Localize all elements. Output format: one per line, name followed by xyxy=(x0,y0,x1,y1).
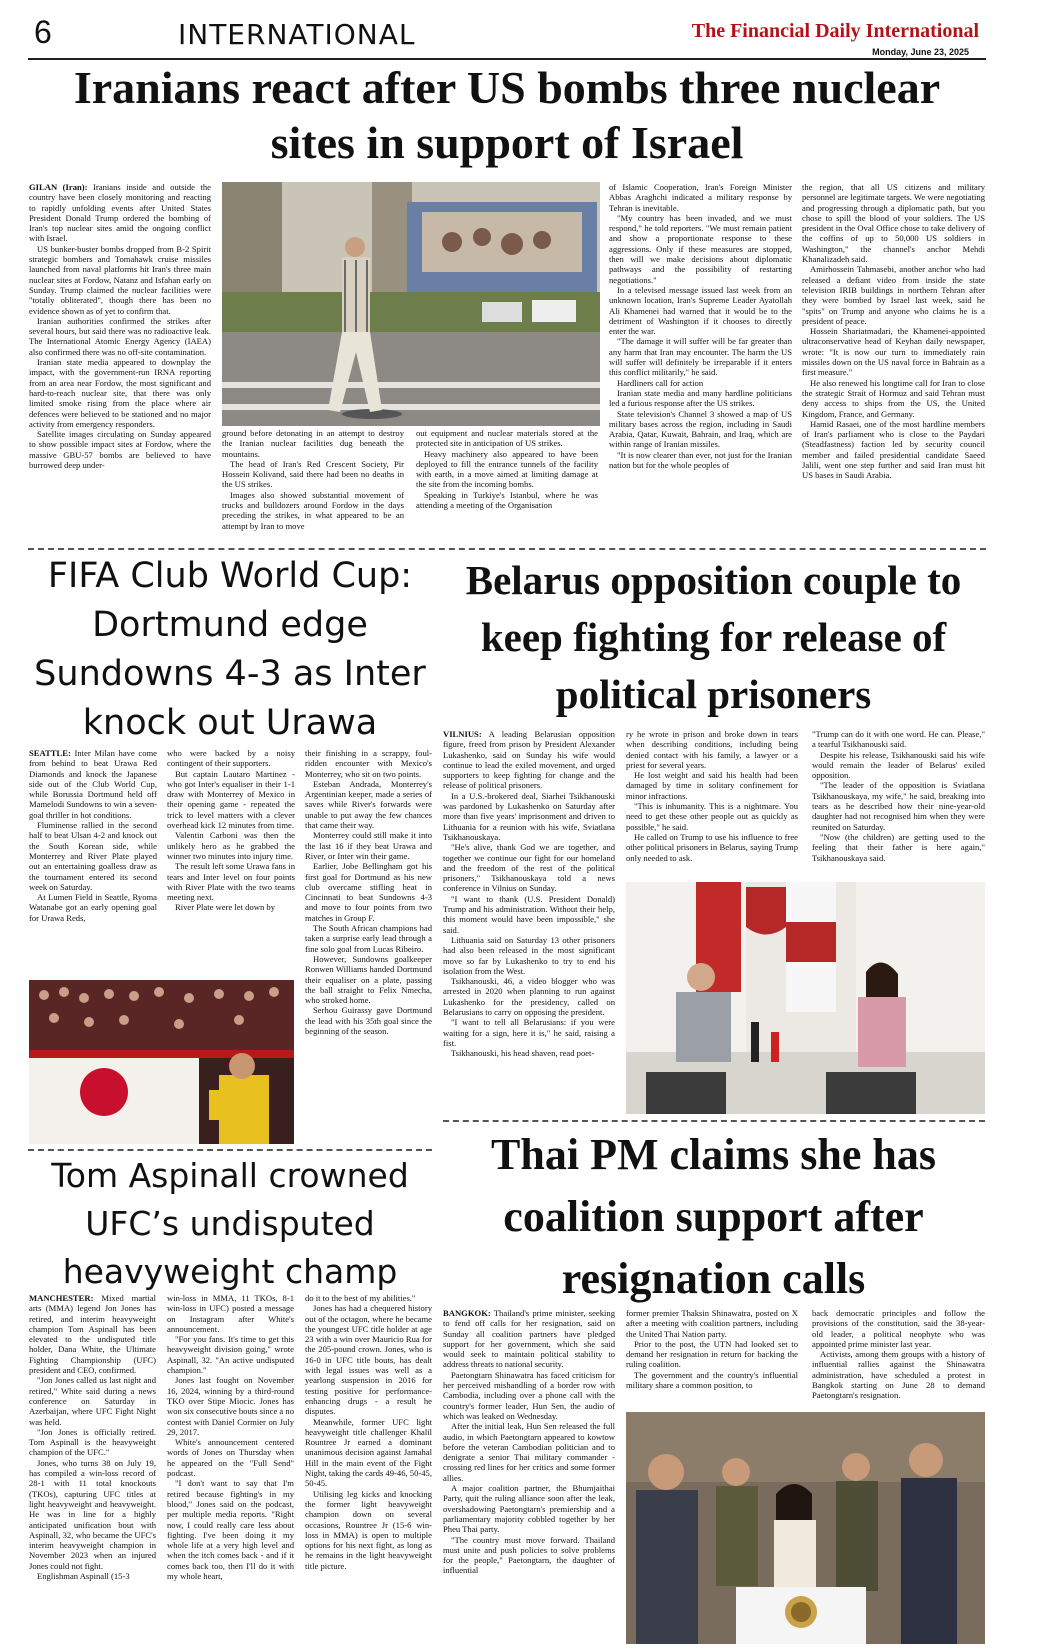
iran-col-5 xyxy=(802,182,985,536)
fifa-headline: FIFA Club World Cup: Dortmund edge Sundowns 4-3 as Inter knock out Urawa xyxy=(34,556,426,743)
fifa-col-3 xyxy=(305,748,432,1142)
paragraph: River Plate were let down by xyxy=(175,902,275,913)
paragraph: Englishman Aspinall (15-3 xyxy=(37,1571,130,1582)
paragraph: "I want to thank (U.S. President Donald) Trump and his administration. Without their help, this moment would have been impossible," she said. xyxy=(443,893,615,935)
paragraph: "Jon Jones is officially retired. Tom Aspinall is the heavyweight champion of the UFC." xyxy=(29,1426,156,1458)
paragraph: "I don't want to say that I'm retired because fighting's in my blood," Jones said on the podcast, per multiple media reports. "Right now, I could really care less about fighting. I've been doing it my whole life at a very high level and when the itch comes back - and if it comes back too, then I'll do it with my whole heart, xyxy=(167,1478,294,1582)
thai-col-1 xyxy=(443,1308,615,1644)
paragraph: Iranian authorities confirmed the strikes after several hours, but said there was no radioactive leak. The International Atomic Energy Agency (IAEA) also confirmed there was no off-site contamination. xyxy=(29,315,211,357)
paragraph: ground before detonating in an attempt to destroy the Iranian nuclear facilities dug beneath the mountains. xyxy=(222,428,404,459)
paragraph: He called on Trump to use his influence to free other political prisoners in Belarus, saying Trump only needed to ask. xyxy=(626,831,798,863)
paragraph: "He's alive, thank God we are together, and together we continue our fight for our homeland and the freedom of the rest of the political prisoners," Tsikhanouskaya told a news conference in Vilnius on Sunday. xyxy=(443,842,615,894)
paragraph: Jones last fought on November 16, 2024, winning by a third-round TKO over Stipe Miocic. Jones has won six consecutive bouts since a no contest with Daniel Cormier on July 29, 2017. xyxy=(167,1375,294,1437)
paragraph: However, Sundowns goalkeeper Ronwen Williams handed Dortmund their equaliser on a plate, passing the ball straight to Felix Nmecha, who stroked home. xyxy=(305,953,432,1006)
paragraph: Hossein Shariatmadari, the Khamenei-appointed ultraconservative head of Keyhan daily newspaper, wrote: "It is now our turn to immediately rain missiles down on the US naval force in Bahrain as a first measure." xyxy=(802,326,985,378)
paragraph: State television's Channel 3 showed a map of US military bases across the region, including in Saudi Arabia, Qatar, Kuwait, Bahrain, and Iraq, which are within range of Iranian missiles. xyxy=(609,408,792,450)
paragraph: Inter Milan have come from behind to beat Urawa Red Diamonds and knock the Japanese side out of the Club World Cup, while Borussia Dortmund held off Mamelodi Sundowns to win a seven-goal thriller in hot conditions. xyxy=(29,748,157,820)
paragraph: Satellite images circulating on Sunday appeared to show possible impact sites at Fordow, where the massive GBU-57 bombs are believed to have burrowed deep under- xyxy=(29,429,211,471)
paragraph: Utilising leg kicks and knocking the former light heavyweight champion down on several occasions, Rountree Jr (15-6 win-loss in MMA) is open to multiple options for his next fight, as long as he remains in the light heavyweight title picture. xyxy=(305,1488,432,1571)
paragraph: "The country must move forward. Thailand must unite and push policies to solve problems for the people," Paetongtarn, the daughter of influential xyxy=(443,1534,615,1576)
paragraph: Activists, among them groups with a history of influential rallies against the Shinawatra administration, have scheduled a protest in Bangkok starting on June 28 to demand Paetongtarn's resignation. xyxy=(812,1349,985,1401)
iran-col-4 xyxy=(609,182,792,536)
paragraph: Paetongtarn Shinawatra has faced criticism for her perceived mishandling of a border row with Cambodia, including over a phone call with the country's former leader, Hun Sen, the audio of which was leaked on Wednesday. xyxy=(443,1369,615,1421)
paragraph: Iranians inside and outside the country have been closely monitoring and reacting to rapidly unfolding events after United States President Donald Trump ordered the bombing of Iran's top nuclear sites amid the ongoing conflict with Israel. xyxy=(29,182,211,244)
paragraph: Lithuania said on Saturday 13 other prisoners had also been released in the most significant move so far by Lukashenko to try to end his isolation from the West. xyxy=(443,934,615,976)
iran-headline: Iranians react after US bombs three nuclear sites in support of Israel xyxy=(73,62,941,169)
paragraph: But captain Lautaro Martinez - who got Inter's equaliser in their 1-1 draw with Monterrey of Mexico in their opening game - repeated the trick to level matters with a clever overhead kick 12 minutes from time. xyxy=(167,768,295,831)
paragraph: Monterrey could still make it into the last 16 if they beat Urawa and River, or Inter win their game. xyxy=(305,830,432,861)
paragraph: Speaking in Turkiye's Istanbul, where he was attending a meeting of the Organisation xyxy=(416,489,598,511)
belarus-photo xyxy=(626,882,985,1114)
paragraph: who were backed by a noisy contingent of their supporters. xyxy=(167,748,295,769)
paragraph: White's announcement centered words of Jones on Thursday when he appeared on the "Full Send" podcast. xyxy=(167,1437,294,1479)
paragraph: After the initial leak, Hun Sen released the full audio, in which Paetongtarn appeared to kowtow before the veteran Cambodian politician and to denigrate a senior Thai military commander - crossing red lines for her critics and some former allies. xyxy=(443,1421,615,1483)
paragraph: Prior to the post, the UTN had looked set to demand her resignation in return for backing the ruling coalition. xyxy=(626,1338,798,1370)
paragraph: back democratic principles and follow the provisions of the constitution, said the 38-year-old leader, a political neophyte who was appointed prime minister last year. xyxy=(812,1308,985,1349)
paragraph: A major coalition partner, the Bhumjaithai Party, quit the ruling alliance soon after the leak, overshadowing Paetongtarn's premiership and a parliamentary majority cobbled together by her Pheu Thai party. xyxy=(443,1483,615,1535)
paragraph: Iranian state media appeared to downplay the impact, with the government-run IRNA reporting from an area near Fordow, the most significant and hard-to-reach nuclear site, that there was only limited smoke rising from the place where air defences were believed to be stationed and no major activity from emergency responders. xyxy=(29,357,211,429)
fifa-col-2 xyxy=(167,748,295,973)
paragraph: "Trump can do it with one word. He can. Please," a tearful Tsikhanouski said. xyxy=(812,729,985,750)
ufc-col-2 xyxy=(167,1293,294,1638)
paragraph: He lost weight and said his health had been damaged by time in solitary confinement for minor infractions. xyxy=(626,770,798,801)
paragraph: former premier Thaksin Shinawatra, posted on X after a meeting with coalition partners, including the United Thai Nation party. xyxy=(626,1308,798,1339)
paragraph: He also renewed his longtime call for Iran to close the strategic Strait of Hormuz and said Tehran must deny access to ships from the US, the United Kingdom, France, and Germany. xyxy=(802,377,985,419)
belarus-headline: Belarus opposition couple to keep fighting for release of political prisoners xyxy=(465,557,962,717)
paragraph: In a U.S.-brokered deal, Siarhei Tsikhanouski was pardoned by Lukashenko on Saturday after more than five years' imprisonment and driven to Lithuania for a reunion with his wife, Sviatlana Tsikhanouskaya. xyxy=(443,790,615,842)
paragraph: the region, that all US citizens and military personnel are legitimate targets. We were negotiating and progressing through a diplomatic path, but you chose to spill the blood of your soldiers. The US president in the Oval Office chose to take delivery of the coffins of up to 50,000 US soldiers in Washington," the channel's anchor Mehdi Khanalizadeh said. xyxy=(802,182,985,265)
paragraph: Mixed martial arts (MMA) legend Jon Jones has retired, and interim heavyweight champion Tom Aspinall has been elevated to the undisputed title holder, Dana White, the Ultimate Fighting Championship (UFC) president and CEO, confirmed. xyxy=(29,1293,156,1376)
belarus-col-2 xyxy=(626,729,798,879)
thai-dateline: BANGKOK: xyxy=(443,1308,491,1318)
paragraph: "This is inhumanity. This is a nightmare. You need to get these other people out as quickly as possible," he said. xyxy=(626,801,798,832)
paragraph: Amirhossein Tahmasebi, another anchor who had released a defiant video from inside the state television IRIB buildings in northern Tehran after they were bombed by Israel last week, said he "spits" on Trump and anyone who claims he is a president of peace. xyxy=(802,264,985,326)
fifa-photo xyxy=(29,980,294,1144)
section-title: INTERNATIONAL xyxy=(178,18,416,51)
iran-col-1 xyxy=(29,182,211,536)
newspaper-brand: The Financial Daily International xyxy=(691,20,979,42)
paragraph: of Islamic Cooperation, Iran's Foreign Minister Abbas Araghchi indicated a military response by Tehran is inevitable. xyxy=(609,182,792,213)
paragraph: Meanwhile, former UFC light heavyweight title challenger Khalil Rountree Jr earned a dominant unanimous decision against Jamahal Hill in the main event of the Fight Night, taking the cards 49-46, 50-45, 50-45. xyxy=(305,1416,432,1489)
issue-date: Monday, June 23, 2025 xyxy=(872,47,969,57)
paragraph: "My country has been invaded, and we must respond," he told reporters. "We must remain patient and show a proportionate response to these aggressions. Only if these measures are stopped, then will we make decisions about diplomatic pathways and the possibility of restarting negotiations." xyxy=(609,212,792,285)
thai-headline: Thai PM claims she has coalition support after resignation calls xyxy=(491,1130,936,1303)
paragraph: Valentin Carboni was then the unlikely hero as he grabbed the winner two minutes into injury time. xyxy=(167,830,295,861)
iran-col-3 xyxy=(416,428,598,536)
paragraph: The result left some Urawa fans in tears and Inter level on four points with River Plate with the two teams meeting next. xyxy=(167,861,295,903)
iran-dateline: GILAN (Iran): xyxy=(29,182,88,192)
paragraph: Jones, who turns 38 on July 19, has compiled a win-loss record of 28-1 with 11 total knockouts (TKOs), capturing UFC titles at light heavyweight and heavyweight. He was in line for a highly anticipated unification bout with Aspinall, 32, who became the UFC's interim heavyweight champion in November 2023 when an injured Jones could not fight. xyxy=(29,1457,156,1571)
paragraph: their finishing in a scrappy, foul-ridden encounter with Mexico's Monterrey, who sit on two points. xyxy=(305,748,432,779)
paragraph: Thailand's prime minister, seeking to fend off calls for her resignation, said on Sunday all coalition partners have pledged support for her government, which she said would seek to maintain political stability to address threats to national security. xyxy=(443,1308,615,1370)
paragraph: The South African champions had taken a surprise early lead through a fine solo goal from Lucas Ribeiro. xyxy=(305,923,432,954)
paragraph: Iranian state media and many hardline politicians led a furious response after the US strikes. xyxy=(609,387,792,409)
paragraph: The government and the country's influential military share a common position, to xyxy=(626,1369,798,1391)
paragraph: In a televised message issued last week from an unknown location, Iran's Supreme Leader Ayatollah Ali Khamenei had warned that it would be to the detriment of Washington if it chooses to directly enter the war. xyxy=(609,284,792,337)
paragraph: "The damage it will suffer will be far greater than any harm that Iran may encounter. The harm the US will suffer will definitely be irreparable if it enters this conflict militarily," he said. xyxy=(609,336,792,378)
paragraph: Tsikhanouski, his head shaven, read poet- xyxy=(451,1048,595,1059)
paragraph: Serhou Guirassy gave Dortmund the lead with his 35th goal since the beginning of the season. xyxy=(305,1005,432,1037)
paragraph: At Lumen Field in Seattle, Ryoma Watanabe got an early opening goal for Urawa Reds, xyxy=(29,892,157,923)
page-number: 6 xyxy=(34,14,52,50)
subhead: Hardliners call for action xyxy=(617,377,704,388)
paragraph: Tsikhanouski, 46, a video blogger who was arrested in 2020 when planning to run against Lukashenko for the presidency, called on Belarusians to carry on opposing the president. xyxy=(443,976,615,1018)
fifa-col-1 xyxy=(29,748,157,973)
paragraph: "I want to tell all Belarusians: if you were waiting for a sign, here it is," he said, raising a fist. xyxy=(443,1017,615,1048)
ufc-col-3 xyxy=(305,1293,432,1638)
paragraph: The head of Iran's Red Crescent Society, Pir Hossein Kolivand, said there had been no deaths in the US strikes. xyxy=(222,458,404,490)
paragraph: US bunker-buster bombs dropped from B-2 Spirit strategic bombers and Tomahawk cruise missiles launched from naval platforms hit Iran's three main nuclear sites at Fordow, Natanz and Isfahan early on Sunday. Trump claimed the nuclear facilities were "totally obliterated", though there has been no evidence shown as of yet to confirm that. xyxy=(29,243,211,316)
paragraph: win-loss in MMA, 11 TKOs, 8-1 win-loss in UFC) posted a message on Instagram after White's announcement. xyxy=(167,1293,294,1334)
ufc-col-1 xyxy=(29,1293,156,1638)
ufc-dateline: MANCHESTER: xyxy=(29,1293,94,1303)
paragraph: "It is now clearer than ever, not just for the Iranian nation but for the whole peoples of xyxy=(609,449,792,471)
thai-col-3 xyxy=(812,1308,985,1408)
thai-col-2 xyxy=(626,1308,798,1408)
thai-photo xyxy=(626,1412,985,1644)
paragraph: Earlier, Jobe Bellingham got his first goal for Dortmund as his new club overcame stifling heat in Cincinnati to beat Sundowns 4-3 and move to four points from two matches in Group F. xyxy=(305,861,432,923)
paragraph: Jones has had a chequered history out of the octagon, where he became the youngest UFC title holder at age 23 with a win over Mauricio Rua for the 205-pound crown. Jones, who is 16-0 in UFC title bouts, has dealt with legal issues was well as a yearlong suspension in 2016 for testing positive for performance-enhancing drugs - a result he disputes. xyxy=(305,1303,432,1417)
paragraph: ry he wrote in prison and broke down in tears when describing conditions, including being denied contact with his family, a lawyer or a priest for several years. xyxy=(626,729,798,770)
paragraph: "For you fans. It's time to get this heavyweight division going," wrote Aspinall, 32. "An active undisputed champion." xyxy=(167,1334,294,1376)
belarus-dateline: VILNIUS: xyxy=(443,729,482,739)
ufc-headline: Tom Aspinall crowned UFC’s undisputed heavyweight champ xyxy=(51,1156,409,1291)
paragraph: Despite his release, Tsikhanouski said his wife would remain the leader of Belarus' exiled opposition. xyxy=(812,749,985,781)
iran-street-photo xyxy=(222,182,600,426)
paragraph: A leading Belarusian opposition figure, freed from prison by President Alexander Lukashenko, said on Sunday his wife would continue to lead the exiled movement, and urged supporters to keep fighting for change and the release of political prisoners. xyxy=(443,729,615,791)
paragraph: Heavy machinery also appeared to have been deployed to fill the entrance tunnels of the facility with earth, in a move aimed at limiting damage at the site from the incoming bombs. xyxy=(416,448,598,490)
paragraph: Esteban Andrada, Monterrey's Argentinian keeper, made a series of saves while River's forwards were unable to put away the few chances that came their way. xyxy=(305,778,432,831)
paragraph: Fluminense rallied in the second half to beat Ulsan 4-2 and knock out the South Korean side, while Monterrey and River Plate played out an entertaining goalless draw as the tournament entered its second week on Saturday. xyxy=(29,820,157,892)
paragraph: Images also showed substantial movement of trucks and bulldozers around Fordow in the days preceding the strikes, in what appeared to be an attempt by Iran to move xyxy=(222,489,404,531)
belarus-col-3 xyxy=(812,729,985,879)
belarus-col-1 xyxy=(443,729,615,1117)
paragraph: "The leader of the opposition is Sviatlana Tsikhanouskaya, my wife," he said, breaking into tears as he described how their nine-year-old daughter had not recognised him when they were reunited on Saturday. xyxy=(812,780,985,832)
iran-col-2 xyxy=(222,428,404,536)
paragraph: Hamid Rasaei, one of the most hardline members of Iran's parliament who is close to the Paydari (Steadfastness) faction led by security council member and failed presidential candidate Saeed Jalili, went one step further and said Iran must hit US bases in Saudi Arabia. xyxy=(802,418,985,481)
section-divider xyxy=(28,548,986,550)
paragraph: "Jon Jones called us last night and retired," White said during a news conference on Saturday in Azerbaijan, where UFC Fight Night was held. xyxy=(29,1375,156,1427)
paragraph: "Now (the children) are getting used to the feeling that their father is here again," Tsikhanouskaya said. xyxy=(812,831,985,863)
paragraph: out equipment and nuclear materials stored at the protected site in anticipation of US strikes. xyxy=(416,428,598,449)
paragraph: do it to the best of my abilities." xyxy=(305,1293,416,1303)
section-divider xyxy=(28,1149,432,1151)
section-divider xyxy=(443,1120,985,1122)
fifa-dateline: SEATTLE: xyxy=(29,748,71,758)
